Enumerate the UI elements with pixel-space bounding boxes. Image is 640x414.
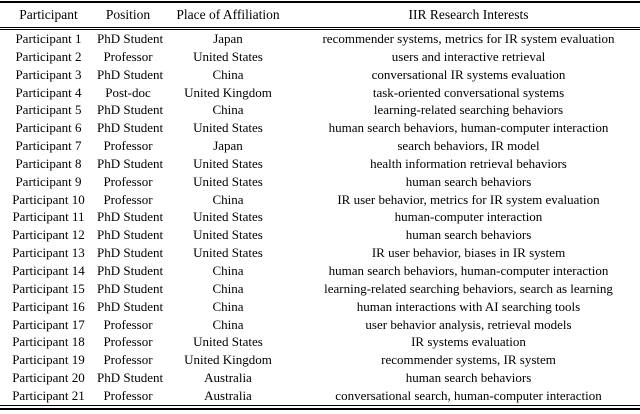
cell-interests: conversational IR systems evaluation [371, 66, 566, 82]
cell-position: PhD Student [97, 102, 164, 118]
cell-interests: task-oriented conversational systems [372, 84, 565, 100]
cell-position: PhD Student [97, 120, 164, 136]
cell-position: PhD Student [97, 298, 164, 314]
column-header-position: Position [97, 2, 159, 29]
cell-affiliation: China [212, 316, 244, 332]
cell-interests: search behaviors, IR model [397, 138, 540, 154]
cell-affiliation: United Kingdom [184, 352, 272, 368]
cell-participant: Participant 6 [15, 120, 82, 136]
cell-participant: Participant 1 [15, 31, 82, 46]
table-row [0, 298, 640, 316]
table-row [0, 351, 640, 369]
cell-interests: IR systems evaluation [411, 334, 526, 350]
table-body [0, 29, 640, 406]
cell-position: Professor [103, 191, 153, 207]
cell-participant: Participant 18 [12, 334, 85, 350]
cell-position: PhD Student [97, 155, 164, 171]
table-header [0, 2, 640, 29]
cell-participant: Participant 20 [12, 370, 85, 386]
cell-position: Professor [103, 352, 153, 368]
cell-participant: Participant 19 [12, 352, 85, 368]
cell-affiliation: China [212, 191, 244, 207]
table-row [0, 191, 640, 209]
cell-position: PhD Student [97, 227, 164, 243]
table-row [0, 48, 640, 66]
cell-interests: human search behaviors, human-computer interaction [328, 262, 609, 278]
cell-position: PhD Student [97, 209, 164, 225]
table-row [0, 173, 640, 191]
cell-interests: human search behaviors [405, 370, 532, 386]
cell-affiliation: China [212, 66, 244, 82]
column-header-participant: Participant [0, 2, 97, 29]
cell-affiliation: China [212, 102, 244, 118]
cell-participant: Participant 4 [15, 84, 82, 100]
table-header-row [0, 2, 640, 29]
column-header-interests: IIR Research Interests [297, 2, 640, 29]
table-row [0, 29, 640, 48]
cell-interests: user behavior analysis, retrieval models [365, 316, 572, 332]
cell-interests: learning-related searching behaviors [373, 102, 564, 118]
cell-participant: Participant 5 [15, 102, 82, 118]
cell-position: Professor [103, 48, 153, 64]
cell-interests: recommender systems, IR system [381, 352, 556, 368]
cell-position: PhD Student [97, 262, 164, 278]
cell-affiliation: United States [193, 334, 263, 350]
table-row [0, 333, 640, 351]
table-row [0, 84, 640, 102]
cell-interests: learning-related searching behaviors, search as learning [324, 280, 613, 296]
cell-interests: IR user behavior, metrics for IR system evaluation [337, 191, 600, 207]
cell-interests: human search behaviors [405, 227, 532, 243]
cell-position: Professor [103, 387, 153, 403]
cell-participant: Participant 13 [12, 245, 85, 261]
table-row [0, 226, 640, 244]
cell-affiliation: China [212, 262, 244, 278]
table-row [0, 244, 640, 262]
table-row [0, 316, 640, 334]
table-row [0, 119, 640, 137]
cell-participant: Participant 3 [15, 66, 82, 82]
table-row [0, 101, 640, 119]
table-row [0, 280, 640, 298]
cell-position: PhD Student [97, 66, 164, 82]
cell-affiliation: United States [193, 155, 263, 171]
table-row [0, 369, 640, 387]
cell-affiliation: United States [193, 48, 263, 64]
participants-table [0, 1, 640, 406]
cell-position: PhD Student [97, 370, 164, 386]
cell-affiliation: Japan [213, 31, 243, 46]
table-row [0, 262, 640, 280]
cell-participant: Participant 9 [15, 173, 82, 189]
cell-participant: Participant 15 [12, 280, 85, 296]
cell-interests: users and interactive retrieval [391, 48, 546, 64]
cell-interests: human-computer interaction [394, 209, 543, 225]
cell-affiliation: United States [193, 173, 263, 189]
cell-position: PhD Student [97, 280, 164, 296]
cell-participant: Participant 21 [12, 387, 85, 403]
table-row [0, 137, 640, 155]
cell-participant: Participant 10 [12, 191, 85, 207]
cell-position: Professor [103, 334, 153, 350]
cell-position: PhD Student [97, 31, 164, 46]
cell-participant: Participant 12 [12, 227, 85, 243]
cell-affiliation: United States [193, 209, 263, 225]
cell-position: Professor [103, 316, 153, 332]
cell-interests: human search behaviors, human-computer interaction [328, 120, 609, 136]
cell-participant: Participant 16 [12, 298, 85, 314]
cell-affiliation: United States [193, 227, 263, 243]
table-row [0, 208, 640, 226]
cell-participant: Participant 2 [15, 48, 82, 64]
cell-affiliation: United Kingdom [184, 84, 272, 100]
cell-interests: health information retrieval behaviors [370, 155, 567, 171]
cell-affiliation: China [212, 298, 244, 314]
cell-affiliation: United States [193, 120, 263, 136]
cell-interests: conversational search, human-computer interaction [335, 387, 602, 403]
cell-participant: Participant 8 [15, 155, 82, 171]
cell-interests: human interactions with AI searching tools [356, 298, 581, 314]
cell-position: Professor [103, 138, 153, 154]
cell-position: PhD Student [97, 245, 164, 261]
cell-participant: Participant 11 [12, 209, 85, 225]
cell-affiliation: Australia [204, 370, 252, 386]
column-header-affiliation: Place of Affiliation [159, 2, 297, 29]
cell-participant: Participant 17 [12, 316, 85, 332]
table-row [0, 66, 640, 84]
cell-affiliation: Japan [213, 138, 243, 154]
cell-interests: recommender systems, metrics for IR system evaluation [322, 31, 615, 46]
cell-interests: human search behaviors [405, 173, 532, 189]
cell-affiliation: United States [193, 245, 263, 261]
participants-table-wrapper [0, 1, 640, 410]
cell-participant: Participant 14 [12, 262, 85, 278]
table-row [0, 155, 640, 173]
cell-position: Post-doc [105, 84, 151, 100]
cell-participant: Participant 7 [15, 138, 82, 154]
cell-affiliation: Australia [204, 387, 252, 403]
cell-affiliation: China [212, 280, 244, 296]
cell-position: Professor [103, 173, 153, 189]
table-row [0, 387, 640, 405]
cell-interests: IR user behavior, biases in IR system [371, 245, 566, 261]
